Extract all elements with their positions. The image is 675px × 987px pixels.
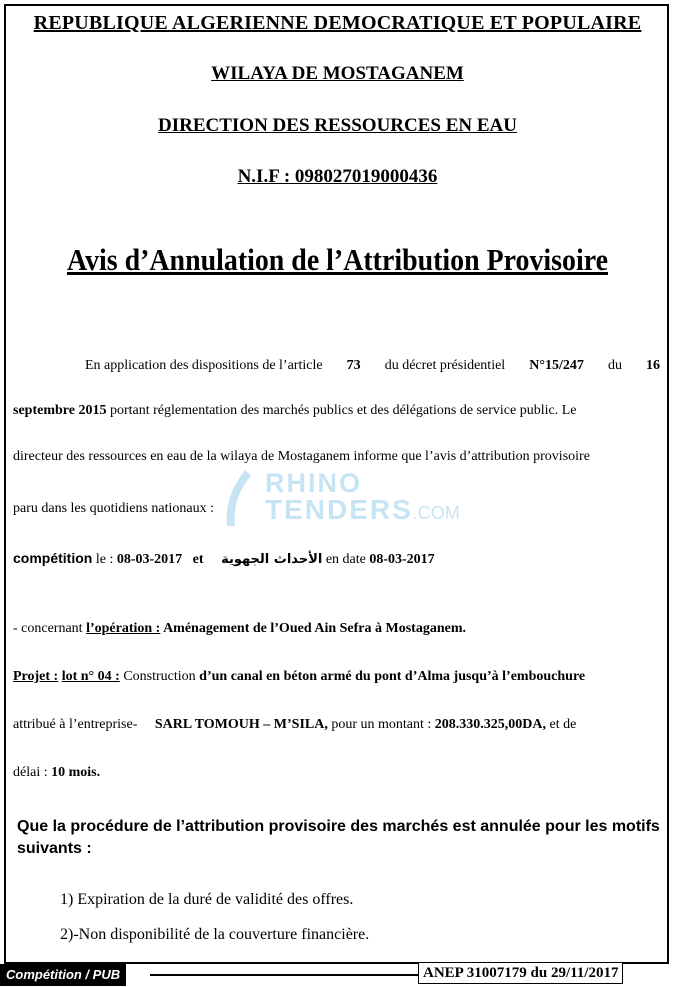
project-text-b: d’un canal en béton armé du pont d’Alma jusqu’à l’embouchure bbox=[199, 669, 586, 684]
arabic-newspaper: الأحداث الجهوية bbox=[221, 552, 323, 567]
paragraph-line-4: paru dans les quotidiens nationaux : bbox=[13, 501, 215, 516]
rhino-horn-icon bbox=[215, 468, 263, 528]
competition-et: et bbox=[192, 552, 204, 567]
p2-date: septembre 2015 bbox=[13, 403, 107, 418]
operation-value: Aménagement de l’Oued Ain Sefra à Mostaganem. bbox=[160, 621, 466, 636]
attribution-text-c: et de bbox=[546, 717, 577, 732]
header-wilaya: WILAYA DE MOSTAGANEM bbox=[211, 63, 464, 84]
competition-date: 08-03-2017 bbox=[116, 552, 183, 567]
attribution-text-a: attribué à l’entreprise- bbox=[13, 717, 138, 732]
watermark-line1: RHINO bbox=[265, 468, 362, 498]
motif-item-2: 2)-Non disponibilité de la couverture financière. bbox=[60, 926, 370, 943]
p1-text-c: du bbox=[607, 358, 622, 373]
footer-source-label: Compétition / PUB bbox=[0, 964, 126, 986]
watermark-suffix: .COM bbox=[412, 503, 460, 523]
header-nif: N.I.F : 098027019000436 bbox=[237, 166, 438, 187]
motif-item-1: 1) Expiration de la duré de validité des offres. bbox=[60, 891, 354, 908]
watermark-logo bbox=[215, 468, 475, 528]
delay-label: délai : bbox=[13, 765, 52, 780]
operation-label: l’opération : bbox=[86, 621, 161, 636]
motifs-heading: Que la procédure de l’attribution provisoire des marchés est annulée pour les motifs suivants : bbox=[17, 818, 660, 857]
project-text-a: Construction bbox=[119, 669, 200, 684]
paragraph-line-1 bbox=[85, 358, 660, 374]
paragraph-line-2 bbox=[13, 403, 660, 419]
p2-rest: portant réglementation des marchés publics et des délégations de service public. Le bbox=[106, 403, 577, 418]
attribution-amount: 208.330.325,00DA, bbox=[434, 717, 547, 732]
project-lot: lot n° 04 : bbox=[61, 669, 120, 684]
attribution-line bbox=[13, 717, 660, 733]
notice-title: Avis d’Annulation de l’Attribution Provisoire bbox=[66, 242, 608, 277]
competition-endate: en date bbox=[322, 552, 370, 567]
p1-article: 73 bbox=[346, 358, 361, 373]
footer-anep-reference: ANEP 31007179 du 29/11/2017 bbox=[418, 962, 623, 984]
p1-text-b: du décret présidentiel bbox=[384, 358, 506, 373]
paragraph-line-3: directeur des ressources en eau de la wilaya de Mostaganem informe que l’avis d’attribution provisoire bbox=[13, 449, 590, 464]
delay-value: 10 mois. bbox=[51, 765, 101, 780]
competition-label: compétition bbox=[13, 550, 93, 566]
operation-line bbox=[13, 621, 660, 637]
project-label: Projet : bbox=[13, 669, 59, 684]
watermark-tenders: TENDERS bbox=[265, 494, 413, 525]
p1-date: 16 bbox=[646, 358, 660, 373]
p1-text-a: En application des dispositions de l’article bbox=[85, 358, 323, 373]
competition-line bbox=[13, 550, 660, 568]
header-republic: REPUBLIQUE ALGERIENNE DEMOCRATIQUE ET POPULAIRE bbox=[33, 12, 642, 34]
delay-line bbox=[13, 765, 660, 781]
attribution-text-b: pour un montant : bbox=[327, 717, 435, 732]
attribution-company: SARL TOMOUH – M’SILA, bbox=[154, 717, 328, 732]
p1-decree: N°15/247 bbox=[529, 358, 584, 373]
footer-divider bbox=[150, 974, 418, 976]
header-direction: DIRECTION DES RESSOURCES EN EAU bbox=[158, 115, 517, 136]
operation-prefix: - concernant bbox=[13, 621, 87, 636]
competition-date-2: 08-03-2017 bbox=[369, 552, 435, 567]
competition-le: le : bbox=[92, 552, 117, 567]
project-line bbox=[13, 669, 660, 685]
